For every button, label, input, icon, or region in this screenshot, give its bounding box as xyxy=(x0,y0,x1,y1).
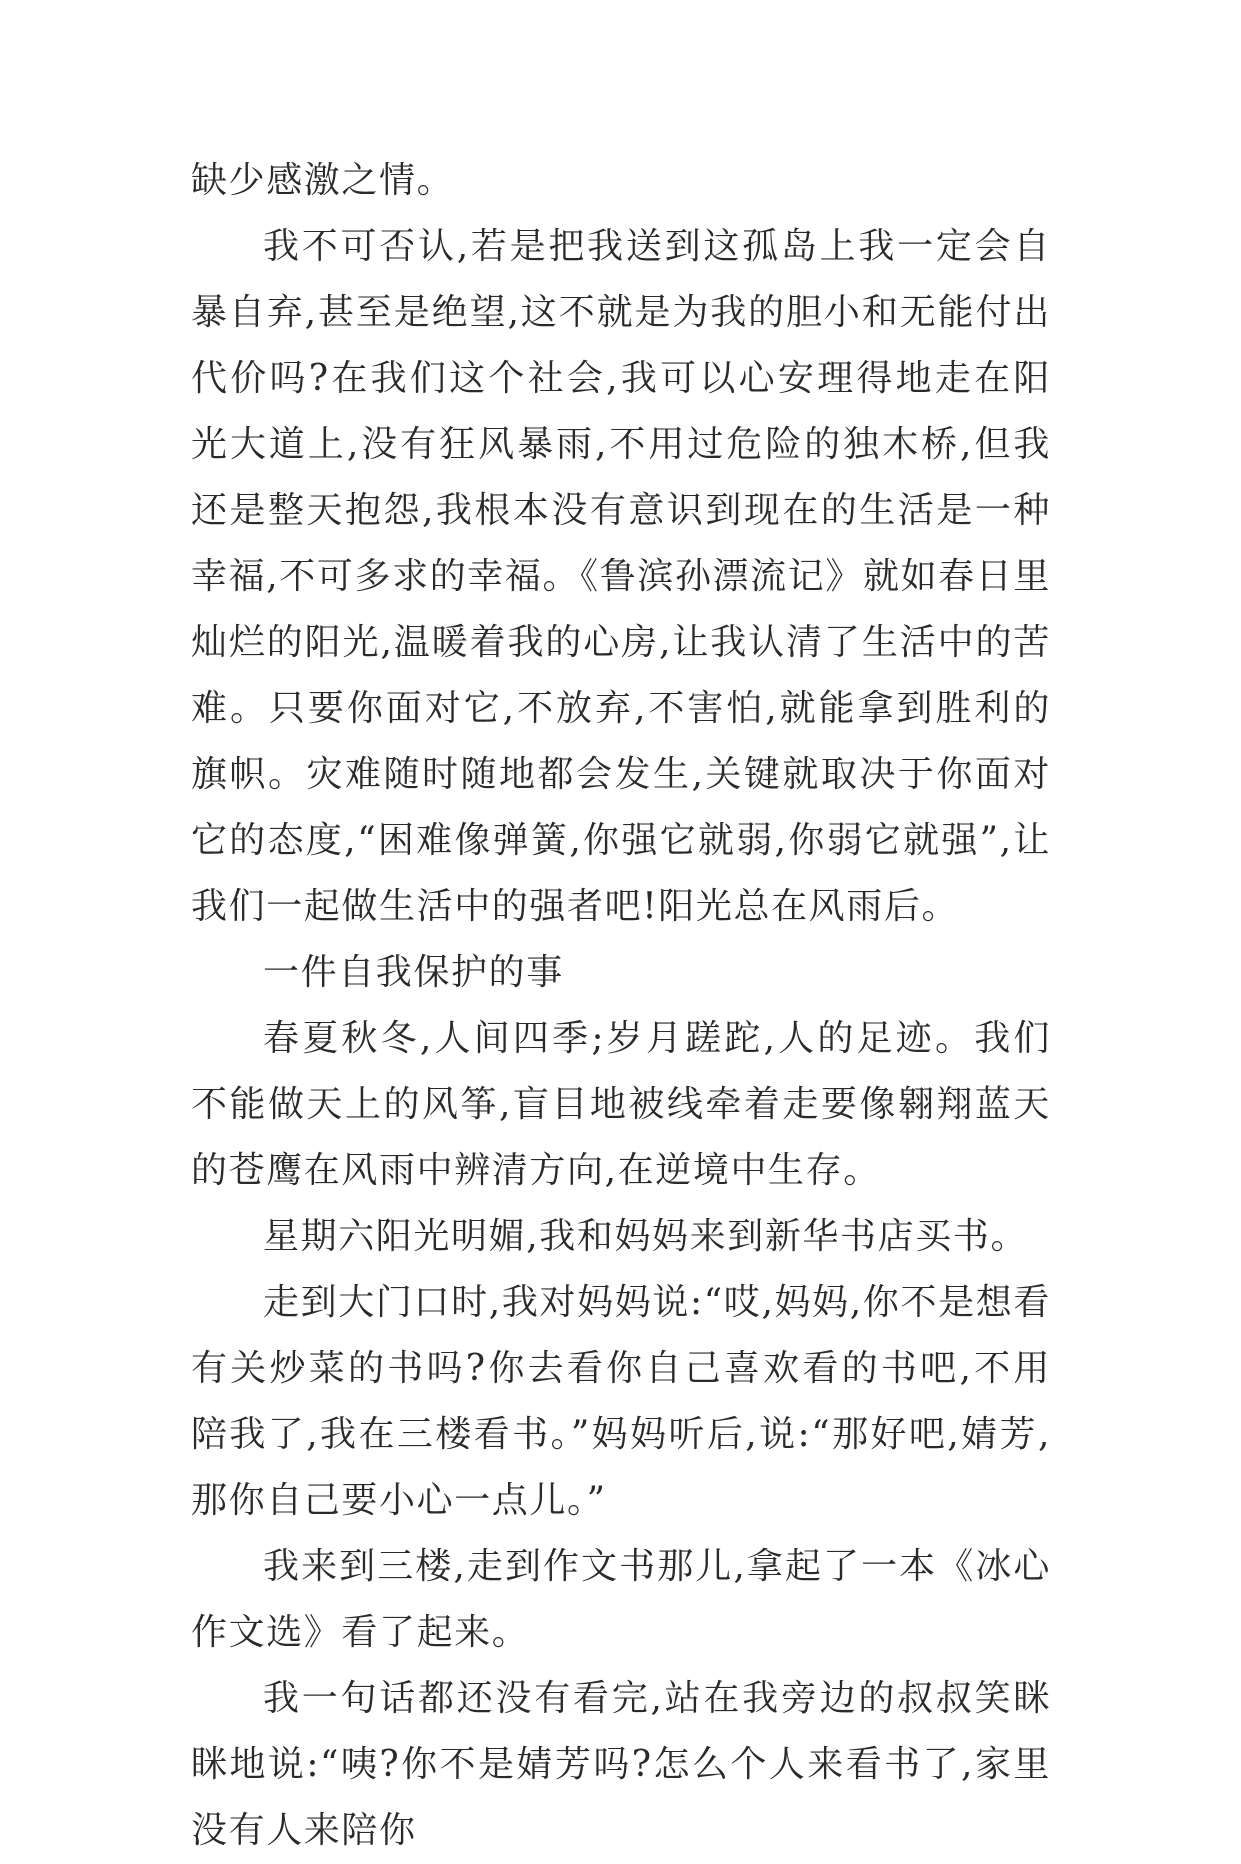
paragraph-1: 缺少感激之情。 xyxy=(191,160,455,201)
paragraph-6: 走到大门口时,我对妈妈说:“哎,妈妈,你不是想看有关炒菜的书吗?你去看你自己喜欢看的书吧,不用陪我了,我在三楼看书。”妈妈听后,说:“那好吧,婧芳,那你自己要小心一点儿。” xyxy=(191,1282,1051,1521)
document-page xyxy=(191,148,1051,1864)
paragraph-2: 我不可否认,若是把我送到这孤岛上我一定会自暴自弃,甚至是绝望,这不就是为我的胆小和无能付出代价吗?在我们这个社会,我可以心安理得地走在阳光大道上,没有狂风暴雨,不用过危险的独木桥,但我还是整天抱怨,我根本没有意识到现在的生活是一种幸福,不可多求的幸福。《鲁滨孙漂流记》就如春日里灿烂的阳光,温暖着我的心房,让我认清了生活中的苦难。只要你面对它,不放弃,不害怕,就能拿到胜利的旗帜。灾难随时随地都会发生,关键就取决于你面对它的态度,“困难像弹簧,你强它就弱,你弱它就强”,让我们一起做生活中的强者吧!阳光总在风雨后。 xyxy=(191,226,1051,927)
paragraph-5: 星期六阳光明媚,我和妈妈来到新华书店买书。 xyxy=(263,1216,1029,1257)
paragraph-4: 春夏秋冬,人间四季;岁月蹉跎,人的足迹。我们不能做天上的风筝,盲目地被线牵着走要像翱翔蓝天的苍鹰在风雨中辨清方向,在逆境中生存。 xyxy=(191,1018,1051,1191)
section-heading: 一件自我保护的事 xyxy=(263,952,564,993)
paragraph-7: 我来到三楼,走到作文书那儿,拿起了一本《冰心作文选》看了起来。 xyxy=(191,1546,1051,1653)
paragraph-8: 我一句话都还没有看完,站在我旁边的叔叔笑眯眯地说:“咦?你不是婧芳吗?怎么个人来看书了,家里没有人来陪你 xyxy=(191,1678,1051,1851)
